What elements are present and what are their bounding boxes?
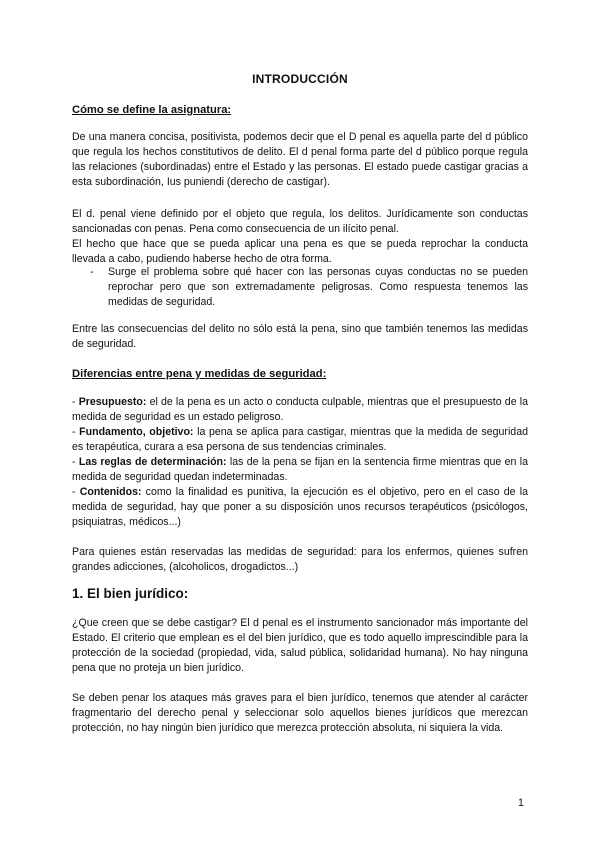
section-heading-bien-juridico: 1. El bien jurídico: (72, 586, 189, 601)
bullet-dash: - (90, 266, 94, 278)
page-title: INTRODUCCIÓN (252, 72, 348, 86)
list-item-label: Presupuesto: (78, 396, 147, 408)
section-heading-definition: Cómo se define la asignatura: (72, 104, 232, 116)
list-item: - Presupuesto: el de la pena es un acto o conducta culpable, mientras que el presupuesto de la medida de seguridad es un estado peligroso. (72, 396, 528, 423)
list-item: - Contenidos: como la finalidad es punitiva, la ejecución es el objetivo, pero en el caso de la medida de seguridad, hay que poner a su disposición unos recursos terapéuticos (psicólogos, psiquiatras, médicos...) (72, 486, 528, 528)
paragraph-object: El d. penal viene definido por el objeto que regula, los delitos. Jurídicamente son conductas sancionadas con penas. Pena como consecuencia de un ilícito penal. (72, 208, 528, 235)
bullet-item-dangerous (90, 265, 528, 310)
list-item-label: Fundamento, objetivo: (79, 426, 194, 438)
page-number: 1 (518, 797, 524, 809)
list-item-label: Las reglas de determinación: (78, 456, 227, 468)
paragraph-bien-juridico: ¿Que creen que se debe castigar? El d penal es el instrumento sancionador más importante del Estado. El criterio que emplean es el del bien jurídico, que es todo aquello imprescindible para la protección de la sociedad (propiedad, vida, salud pública, solidaridad humana). No hay ninguna pena que no proteja un bien jurídico. (72, 617, 528, 674)
paragraph-ataques: Se deben penar los ataques más graves para el bien jurídico, tenemos que atender al carácter fragmentario del derecho penal y seleccionar solo aquellos bienes jurídicos que merezcan protección, no hay ningún bien jurídico que merezca protección absoluta, ni siquiera la vida. (72, 692, 528, 734)
paragraph-definition: De una manera concisa, positivista, podemos decir que el D penal es aquella parte del d público que regula los hechos constitutivos de delito. El d penal forma parte del d público porque regula las relaciones (subordinadas) entre el Estado y las personas. El estado puede castigar gracias a esta subordinación, Ius puniendi (derecho de castigar). (72, 131, 528, 188)
paragraph-consequences: Entre las consecuencias del delito no sólo está la pena, sino que también tenemos las medidas de seguridad. (72, 323, 528, 350)
differences-list (72, 395, 528, 530)
list-item-label: Contenidos: (79, 486, 142, 498)
bullet-text: Surge el problema sobre qué hacer con las personas cuyas conductas no se pueden reprochar pero que son extremadamente peligrosas. Como respuesta tenemos las medidas de seguridad. (108, 266, 528, 308)
section-heading-differences: Diferencias entre pena y medidas de seguridad: (72, 368, 327, 380)
paragraph-reserved: Para quienes están reservadas las medidas de seguridad: para los enfermos, quienes sufren grandes adicciones, (alcoholicos, drogadictos...) (72, 546, 528, 573)
list-item: - Las reglas de determinación: las de la pena se fijan en la sentencia firme mientras que en la medida de seguridad quedan indeterminadas. (72, 456, 528, 483)
list-item: - Fundamento, objetivo: la pena se aplica para castigar, mientras que la medida de seguridad es terapéutica, curara a esa persona de sus tendencias criminales. (72, 426, 528, 453)
paragraph-reproach: El hecho que hace que se pueda aplicar una pena es que se pueda reprochar la conducta llevada a cabo, pudiendo haberse hecho de otra forma. (72, 238, 528, 265)
